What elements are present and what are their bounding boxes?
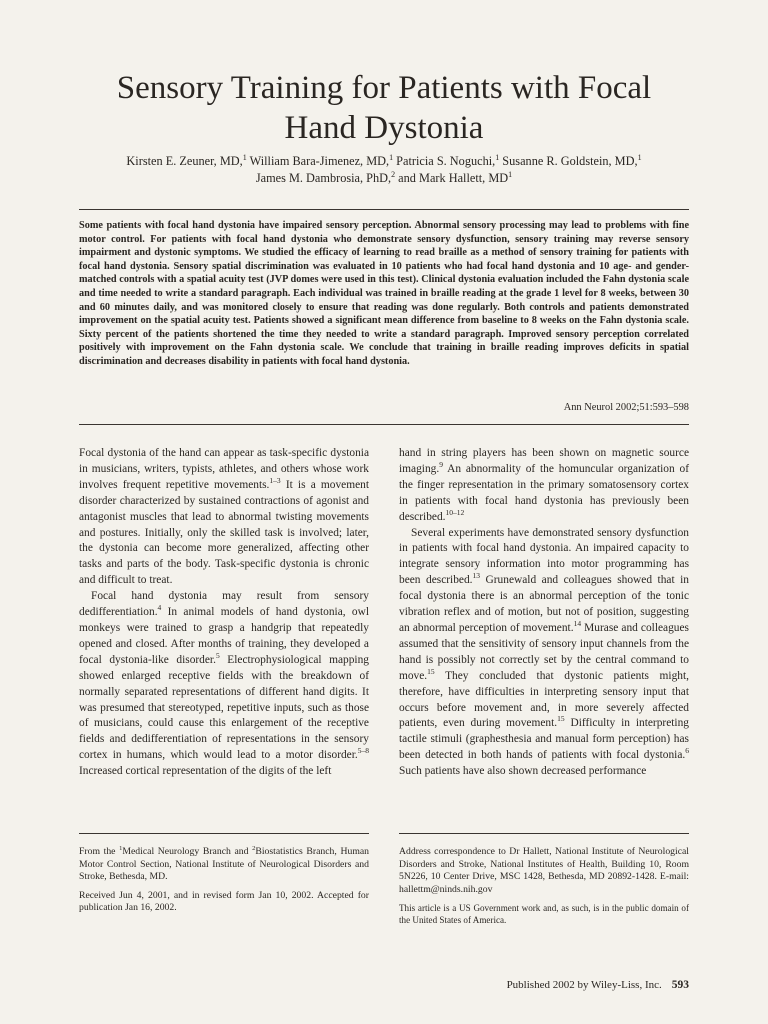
publisher-line: Published 2002 by Wiley-Liss, Inc. xyxy=(506,979,662,991)
body-paragraph: Focal hand dystonia may result from sensory dedifferentiation.$^4$ In animal models of hand dystonia, owl monkeys were trained to grasp a handgrip that repeatedly opened and closed. After months of training, they developed a focal dystonia-like disorder.$^5$ Electrophysiological mapping showed enlarged receptive fields with the breakdown of normally separated representations of different hand digits. It was presumed that stereotyped, repetitive inputs, such as those of musicians, could cause this enlargement of the receptive fields and dedifferentiation of representations in the sensory cortex in humans, which would lead to a motor disorder.$^{5-8}$ Increased cortical representation of the digits of the left xyxy=(79,590,369,778)
correspondence-note: Address correspondence to Dr Hallett, National Institute of Neurological Disorders and Stroke, National Institutes of Health, Building 10, Room 5N226, 10 Center Drive, MSC 1428, Bethesda, MD 20892-1428. E-mail: hallettm@ninds.nih.gov xyxy=(399,846,689,895)
reference-mark: 15 xyxy=(557,714,565,724)
affiliation-mark: 1 xyxy=(495,152,500,162)
reference-mark: 5–8 xyxy=(357,746,369,756)
reference-mark: 10–12 xyxy=(445,507,465,517)
body-paragraph: Several experiments have demonstrated sensory dysfunction in patients with focal hand dystonia. An impaired capacity to integrate sensory information into motor programming has been described.$^{13}$ Grunewald and colleagues showed that in focal dystonia there is an abnormal perception of the tonic vibration reflex and of motion, but not of position, suggesting an abnormal perception of movement.$^{14}$ Murase and colleagues assumed that the sensitivity of sensory input channels from the hand is possibly not correctly set by the central command to move.$^{15}$ They concluded that dystonic patients might, therefore, have difficulties in interpreting sensory input that occurs before movement and, in more severely affected patients, even during movement.$^{15}$ Difficulty in interpreting tactile stimuli (graphesthesia and manual form perception) has been detected in both hands of patients with focal dystonia.$^6$ Such patients have also shown decreased performance xyxy=(399,526,689,778)
affiliation-mark: 2 xyxy=(391,169,396,179)
title-line-1: Sensory Training for Patients with Focal xyxy=(116,70,652,106)
received-note: Received Jun 4, 2001, and in revised form Jan 10, 2002. Accepted for publication Jan 16, 2002. xyxy=(79,889,369,914)
footnote-rule-right xyxy=(399,833,689,834)
reference-mark: 1–3 xyxy=(269,476,281,486)
reference-mark: 14 xyxy=(573,619,582,629)
affiliation-mark: 1 xyxy=(389,152,394,162)
reference-mark: 5 xyxy=(215,650,220,660)
page-number: 593 xyxy=(671,979,689,991)
abstract-top-rule xyxy=(79,209,689,210)
reference-mark: 6 xyxy=(685,746,689,756)
reference-mark: 15 xyxy=(427,666,435,676)
affiliation-mark: 1 xyxy=(637,152,642,162)
reference-mark: 4 xyxy=(157,603,162,613)
reference-mark: 9 xyxy=(439,460,443,470)
author-name: Patricia S. Noguchi, xyxy=(393,154,496,168)
author-name: William Bara-Jimenez, MD, xyxy=(246,154,390,168)
affiliation-mark: 1 xyxy=(242,152,247,162)
affiliation-note: From the $^1$Medical Neurology Branch and $^2$Biostatistics Branch, Human Motor Control Section, National Institute of Neurological Disorders and Stroke, Bethesda, MD. xyxy=(79,844,369,883)
title-line-2: Hand Dystonia xyxy=(284,110,484,146)
footnotes-right xyxy=(399,846,689,932)
footnotes-left xyxy=(79,846,369,921)
reference-mark: 13 xyxy=(472,571,481,581)
affiliation-mark: 1 xyxy=(508,169,513,179)
article-title xyxy=(60,68,708,148)
author-list xyxy=(60,153,708,187)
body-paragraph: Focal dystonia of the hand can appear as task-specific dystonia in musicians, writers, typists, athletes, and others whose work involves frequent repetitive movements.$^{1-3}$ It is a movement disorder characterized by sustained contractions of agonist and antagonist muscles that lead to abnormal twisting movements and postures. Initially, only the skilled task is involved; later, the dystonia can become more generalized, affecting other tasks and parts of the body. Task-specific dystonia is chronic and difficult to treat. xyxy=(79,447,369,587)
body-paragraph: hand in string players has been shown on magnetic source imaging.$^9$ An abnormality of the homuncular organization of the finger representation in the primary somatosensory cortex in patients with focal hand dystonia has previously been described.$^{10-12}$ xyxy=(399,447,689,523)
government-work-note: This article is a US Government work and, as such, is in the public domain of the United States of America. xyxy=(399,903,689,926)
body-column-right xyxy=(399,446,689,780)
author-name: Susanne R. Goldstein, MD, xyxy=(499,154,638,168)
author-name: and Mark Hallett, MD xyxy=(395,171,509,185)
journal-citation: Ann Neurol 2002;51:593–598 xyxy=(563,402,689,413)
abstract: Some patients with focal hand dystonia have impaired sensory perception. Abnormal sensory processing may lead to problems with fine motor control. For patients with focal hand dystonia who demonstrate sensory dysfunction, sensory training may reverse sensory impairment and dystonic symptoms. We studied the efficacy of learning to read braille as a method of sensory training for patients with focal hand dystonia. Sensory spatial discrimination was evaluated in 10 patients who had focal hand dystonia and 10 age- and gender-matched controls with a spatial acuity test (JVP domes were used in this test). Clinical dystonia evaluation included the Fahn dystonia scale and time needed to write a standard paragraph. Each individual was trained in braille reading at the grade 1 level for 8 weeks, between 30 and 60 minutes daily, and was monitored closely to ensure that reading was done regularly. Both controls and patients demonstrated improvement on the spatial acuity test. Patients showed a significant mean difference from baseline to 8 weeks on the Fahn dystonia scale. Sixty percent of the patients shortened the time they needed to write a standard paragraph. Improved sensory perception correlated positively with improvement on the Fahn dystonia scale. We conclude that training in braille reading improves deficits in spatial discrimination and decreases disability in patients with focal hand dystonia. xyxy=(79,220,689,367)
author-name: James M. Dambrosia, PhD, xyxy=(255,171,392,185)
author-name: Kirsten E. Zeuner, MD, xyxy=(126,154,243,168)
footnote-rule-left xyxy=(79,833,369,834)
page-footer xyxy=(507,979,689,991)
abstract-bottom-rule xyxy=(79,424,689,425)
body-column-left xyxy=(79,446,369,780)
